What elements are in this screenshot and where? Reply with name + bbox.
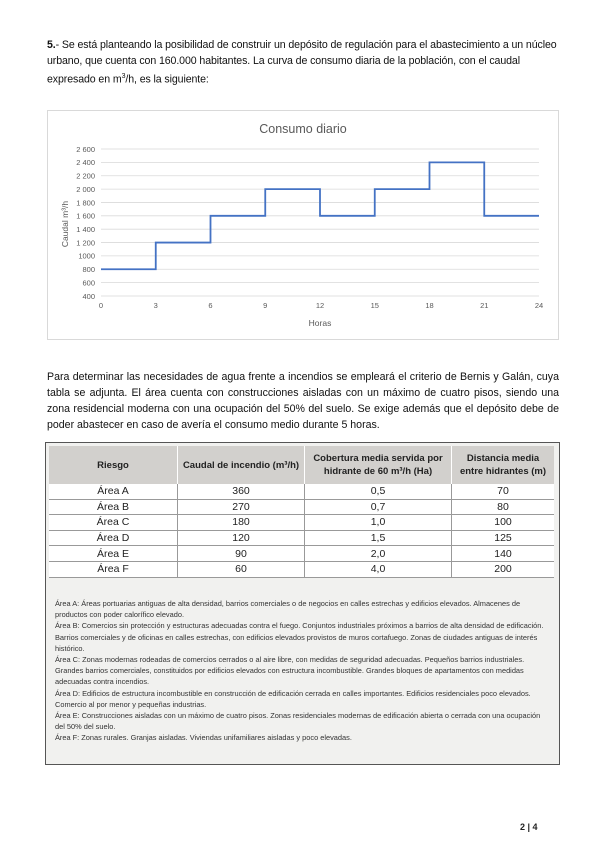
y-tick-label: 2 600 bbox=[76, 144, 95, 154]
table-row bbox=[49, 546, 554, 562]
cell-riesgo: Área A bbox=[49, 484, 178, 499]
chart-title: Consumo diario bbox=[259, 122, 347, 136]
table-row bbox=[49, 561, 554, 577]
cell-distancia: 125 bbox=[452, 530, 555, 546]
note-area-c: Área C: Zonas modernas rodeadas de comercios cerrados o al aire libre, con medidas de seguridad adecuadas. Pequeños barrios industriales. Grandes barrios comerciales, constituidos por edificios elevados con estructura incombustible. Grandes bloques de apartamentos con medidas adecuadas contra incendios. bbox=[55, 655, 525, 687]
header-distancia: Distancia media entre hidrantes (m) bbox=[452, 446, 555, 484]
x-tick-label: 24 bbox=[534, 301, 544, 310]
table-header-row bbox=[49, 446, 554, 484]
problem-statement bbox=[47, 37, 559, 88]
y-tick-label: 600 bbox=[82, 278, 95, 288]
x-tick-label: 0 bbox=[98, 301, 104, 310]
note-area-d: Área D: Edificios de estructura incombustible en construcción de edificación cerrada en calles importantes. Edificios residenciales poco elevados. Comercio al por menor y pequeñas industrias. bbox=[55, 688, 531, 709]
header-cobertura: Cobertura media servida por hidrante de 60 m³/h (Ha) bbox=[305, 446, 452, 484]
cell-cobertura: 1,0 bbox=[305, 515, 452, 531]
cell-caudal: 360 bbox=[178, 484, 305, 499]
y-tick-label: 2 000 bbox=[76, 184, 95, 194]
header-riesgo: Riesgo bbox=[49, 446, 178, 484]
cell-cobertura: 2,0 bbox=[305, 546, 452, 562]
unit-superscript: 3 bbox=[121, 73, 126, 80]
note-area-e: Área E: Construcciones aisladas con un máximo de cuatro pisos. Zonas residenciales modernas de edificación abierta o cerrada con una ocupación del 50% del suelo. bbox=[55, 711, 541, 732]
cell-cobertura: 1,5 bbox=[305, 530, 452, 546]
cell-distancia: 80 bbox=[452, 499, 555, 515]
cell-riesgo: Área F bbox=[49, 561, 178, 577]
table-row bbox=[49, 530, 554, 546]
y-axis-ticks bbox=[76, 145, 95, 301]
table-row bbox=[49, 515, 554, 531]
problem-text-end: /h, es la siguiente: bbox=[125, 73, 209, 86]
x-tick-label: 6 bbox=[208, 301, 213, 310]
x-tick-label: 15 bbox=[370, 301, 379, 310]
consumption-chart bbox=[47, 110, 559, 340]
x-tick-label: 21 bbox=[480, 301, 489, 310]
cell-riesgo: Área C bbox=[49, 515, 178, 531]
cell-cobertura: 0,7 bbox=[305, 499, 452, 515]
y-tick-label: 1000 bbox=[78, 251, 95, 261]
cell-riesgo: Área B bbox=[49, 499, 178, 515]
cell-riesgo: Área D bbox=[49, 530, 178, 546]
x-tick-label: 9 bbox=[263, 301, 268, 310]
x-axis-ticks bbox=[99, 301, 543, 310]
note-area-b: Área B: Comercios sin protección y estructuras adecuadas contra el fuego. Conjuntos industriales próximos a barrios de alta densidad de edificación. Barrios comerciales y de oficinas en calles estrechas, con edificios elevados provistos de muros cortafuego. Zonas de ciudades antiguas de interés histórico. bbox=[55, 621, 544, 653]
chart-gridlines bbox=[101, 149, 539, 296]
risk-table bbox=[49, 446, 554, 578]
note-area-a: Área A: Áreas portuarias antiguas de alta densidad, barrios comerciales o de negocios en calles estrechas y edificios elevados. Almacenes de productos con poder calorífico elevado. bbox=[55, 599, 521, 620]
x-tick-label: 3 bbox=[153, 301, 158, 310]
cell-distancia: 100 bbox=[452, 515, 555, 531]
cell-riesgo: Área E bbox=[49, 546, 178, 562]
cell-distancia: 140 bbox=[452, 546, 555, 562]
y-tick-label: 1 600 bbox=[76, 211, 95, 221]
x-axis-label: Horas bbox=[308, 318, 332, 328]
y-tick-label: 2 200 bbox=[76, 171, 95, 181]
y-tick-label: 1 200 bbox=[76, 238, 95, 248]
cell-caudal: 270 bbox=[178, 499, 305, 515]
x-tick-label: 12 bbox=[315, 301, 325, 310]
cell-caudal: 120 bbox=[178, 530, 305, 546]
fire-criteria-paragraph: Para determinar las necesidades de agua frente a incendios se empleará el criterio de Bernis y Galán, cuya tabla se adjunta. El área cuenta con construcciones aisladas con un máximo de cuatro pisos, siendo una zona residencial moderna con una ocupación del 50% del suelo. Se exige además que el depósito debe de poder abastecer en caso de avería el consumo medio durante 5 horas. bbox=[47, 371, 559, 431]
cell-distancia: 70 bbox=[452, 484, 555, 499]
y-tick-label: 2 400 bbox=[76, 158, 95, 168]
y-tick-label: 400 bbox=[82, 291, 95, 301]
risk-table-figure bbox=[45, 442, 560, 765]
cell-cobertura: 4,0 bbox=[305, 561, 452, 577]
y-axis-label: Caudal m³/h bbox=[60, 200, 70, 248]
header-caudal: Caudal de incendio (m³/h) bbox=[178, 446, 305, 484]
note-area-f: Área F: Zonas rurales. Granjas aisladas. Viviendas unifamiliares aisladas y poco elevadas. bbox=[55, 733, 352, 743]
table-row bbox=[49, 484, 554, 499]
y-tick-label: 1 800 bbox=[76, 198, 95, 208]
table-row bbox=[49, 499, 554, 515]
cell-caudal: 60 bbox=[178, 561, 305, 577]
y-tick-label: 1 400 bbox=[76, 224, 95, 234]
cell-caudal: 180 bbox=[178, 515, 305, 531]
area-notes bbox=[55, 598, 551, 744]
cell-caudal: 90 bbox=[178, 546, 305, 562]
chart-svg bbox=[48, 111, 558, 339]
page-number: 2 | 4 bbox=[520, 822, 538, 832]
cell-distancia: 200 bbox=[452, 561, 555, 577]
cell-cobertura: 0,5 bbox=[305, 484, 452, 499]
x-tick-label: 18 bbox=[425, 301, 434, 310]
y-tick-label: 800 bbox=[82, 265, 95, 275]
problem-text: - Se está planteando la posibilidad de construir un depósito de regulación para el abastecimiento a un núcleo urbano, que cuenta con 160.000 habitantes. La curva de consumo diaria de la población, con el caudal expresado en m bbox=[47, 39, 557, 86]
problem-number: 5. bbox=[47, 39, 56, 51]
